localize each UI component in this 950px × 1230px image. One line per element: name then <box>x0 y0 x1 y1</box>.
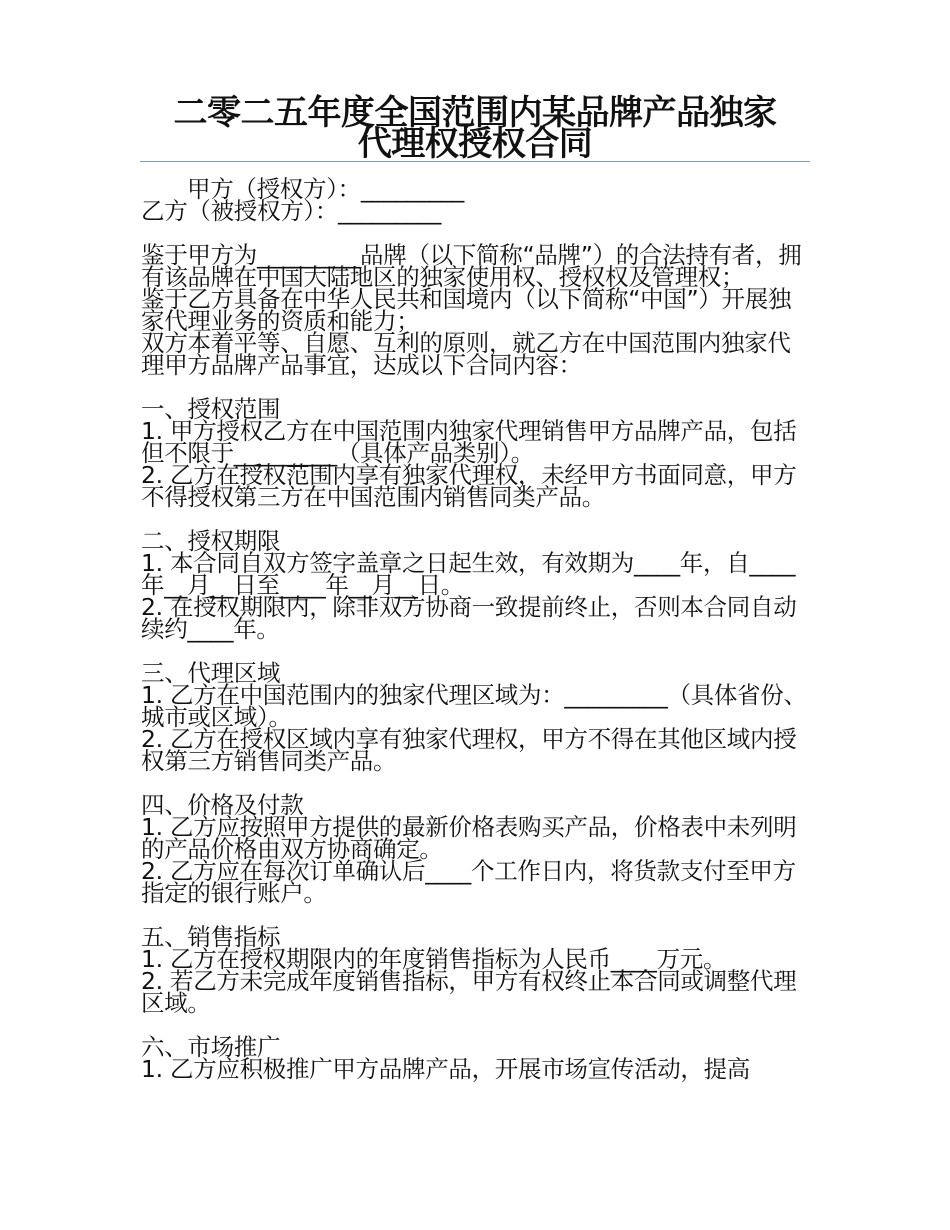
preamble-paragraph: 鉴于乙方具备在中华人民共和国境内（以下简称“中国”）开展独家代理业务的资质和能力； <box>141 285 792 335</box>
clause-item: 1. 甲方授权乙方在中国范围内独家代理销售甲方品牌产品，包括但不限于_________（具体产品类别）。 <box>141 417 797 467</box>
title-line-2: 代理权授权合同 <box>357 124 593 164</box>
clause-item: 1. 乙方在中国范围内的独家代理区域为：_________（具体省份、城市或区域）。 <box>141 681 807 731</box>
clause-item: 1. 乙方在授权期限内的年度销售指标为人民币____万元。 <box>141 945 727 973</box>
section-price-payment <box>141 791 813 907</box>
clause-item: 2. 乙方在授权区域内享有独家代理权，甲方不得在其他区域内授权第三方销售同类产品。 <box>141 725 797 775</box>
clause-item: 2. 若乙方未完成年度销售指标，甲方有权终止本合同或调整代理区域。 <box>141 967 797 1017</box>
section-heading: 六、市场推广 <box>141 1033 281 1061</box>
clause-item: 1. 乙方应按照甲方提供的最新价格表购买产品，价格表中未列明的产品价格由双方协商确定。 <box>141 813 797 863</box>
party-b-line: 乙方（被授权方）：_________ <box>141 197 442 225</box>
section-heading: 一、授权范围 <box>141 395 281 423</box>
section-heading: 三、代理区域 <box>141 659 281 687</box>
clause-item: 1. 乙方应积极推广甲方品牌产品，开展市场宣传活动，提高 <box>141 1055 750 1083</box>
section-marketing <box>141 1033 813 1083</box>
section-sales-target <box>141 923 813 1017</box>
clause-item: 2. 乙方在授权范围内享有独家代理权，未经甲方书面同意，甲方不得授权第三方在中国范围内销售同类产品。 <box>141 461 797 511</box>
section-heading: 二、授权期限 <box>141 527 281 555</box>
clause-item: 2. 在授权期限内，除非双方协商一致提前终止，否则本合同自动续约____年。 <box>141 593 797 643</box>
document-title <box>140 93 810 164</box>
preamble-paragraph: 双方本着平等、自愿、互利的原则，就乙方在中国范围内独家代理甲方品牌产品事宜，达成以下合同内容： <box>141 329 791 379</box>
clause-item: 1. 本合同自双方签字盖章之日起生效，有效期为____年，自____年__月__日至____年__月__日。 <box>141 549 796 599</box>
preamble-paragraph: 鉴于甲方为_________品牌（以下简称“品牌”）的合法持有者，拥有该品牌在中国大陆地区的独家使用权、授权权及管理权； <box>141 241 802 291</box>
title-divider <box>140 161 810 162</box>
contract-body <box>141 175 813 1083</box>
section-region <box>141 659 813 775</box>
clause-item: 2. 乙方应在每次订单确认后____个工作日内，将货款支付至甲方指定的银行账户。 <box>141 857 796 907</box>
section-term <box>141 527 813 643</box>
section-heading: 五、销售指标 <box>141 923 281 951</box>
title-line-1: 二零二五年度全国范围内某品牌产品独家 <box>173 93 777 133</box>
section-scope <box>141 395 813 511</box>
party-a-line: 甲方（授权方）：_________ <box>187 175 464 203</box>
section-heading: 四、价格及付款 <box>141 791 304 819</box>
